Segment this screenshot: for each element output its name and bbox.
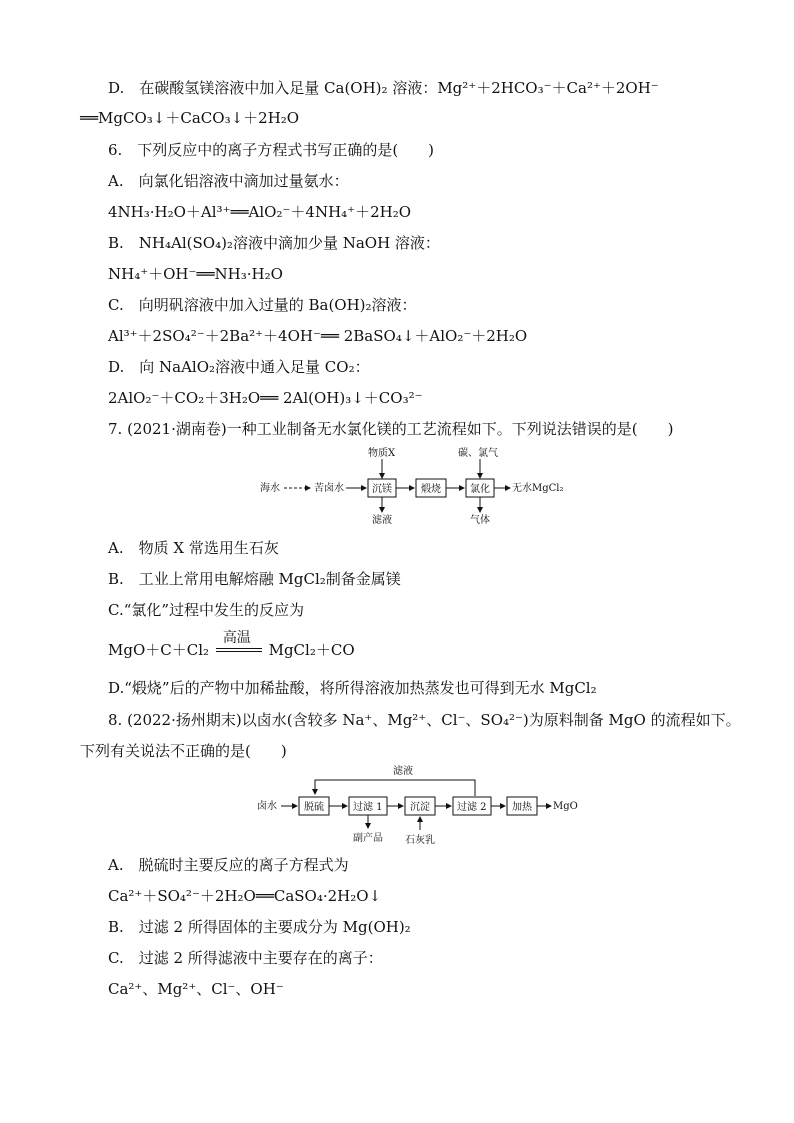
label-lime-milk: 石灰乳 [405, 835, 435, 846]
label-carbon-chlorine: 碳、氯气 [458, 448, 498, 459]
q6-option-d-equation: 2AlO₂⁻＋CO₂＋3H₂O══ 2Al(OH)₃↓＋CO₃²⁻ [108, 389, 423, 407]
q8-option-b: B. 过滤 2 所得固体的主要成分为 Mg(OH)₂ [108, 918, 411, 936]
flowchart-mgo-from-brine [255, 764, 578, 848]
node-precipitate-mg: 沉镁 [372, 484, 392, 495]
question-6-stem: 6. 下列反应中的离子方程式书写正确的是( ) [108, 141, 435, 159]
node-precipitate: 沉淀 [410, 802, 430, 813]
equation-reactants: MgO＋C＋Cl₂ [108, 641, 210, 659]
q6-option-c-equation: Al³⁺＋2SO₄²⁻＋2Ba²⁺＋4OH⁻══ 2BaSO₄↓＋AlO₂⁻＋2H₂O [108, 327, 528, 345]
q7-option-a: A. 物质 X 常选用生石灰 [108, 539, 279, 557]
equation-arrow [216, 628, 262, 660]
node-brine: 卤水 [257, 801, 277, 812]
equation-double-line [216, 648, 262, 652]
q7-option-c: C.“氯化”过程中发生的反应为 [108, 601, 305, 619]
flowchart-anhydrous-mgcl2 [258, 444, 578, 526]
q8-option-c: C. 过滤 2 所得滤液中主要存在的离子： [108, 949, 383, 967]
node-chlorinate: 氯化 [470, 484, 490, 495]
node-product-mgo: MgO [553, 801, 578, 812]
node-filter2: 过滤 2 [457, 802, 487, 813]
line-option-d-q5: D. 在碳酸氢镁溶液中加入足量 Ca(OH)₂ 溶液：Mg²⁺＋2HCO₃⁻＋Ca²⁺＋2OH⁻ [108, 79, 659, 97]
q6-option-d: D. 向 NaAlO₂溶液中通入足量 CO₂： [108, 358, 370, 376]
q7-option-b: B. 工业上常用电解熔融 MgCl₂制备金属镁 [108, 570, 401, 588]
q6-option-c: C. 向明矾溶液中加入过量的 Ba(OH)₂溶液： [108, 296, 417, 314]
q8-option-a: A. 脱硫时主要反应的离子方程式为 [108, 856, 349, 874]
q7-option-c-equation [108, 628, 355, 662]
node-filter1: 过滤 1 [353, 802, 383, 813]
label-filtrate-1: 滤液 [372, 515, 392, 526]
q8-option-a-equation: Ca²⁺＋SO₄²⁻＋2H₂O══CaSO₄·2H₂O↓ [108, 887, 382, 905]
node-calcine: 煅烧 [421, 484, 441, 495]
q6-option-b-equation: NH₄⁺＋OH⁻══NH₃·H₂O [108, 265, 283, 283]
question-7-stem: 7. (2021·湖南卷)一种工业制备无水氯化镁的工艺流程如下。下列说法错误的是( ) [108, 420, 674, 438]
label-filtrate-recycle: 滤液 [393, 766, 413, 777]
node-desulfurize: 脱硫 [304, 802, 324, 813]
question-8-stem: 8. (2022·扬州期末)以卤水(含较多 Na⁺、Mg²⁺、Cl⁻、SO₄²⁻)为原料制备 MgO 的流程如下。 [108, 711, 741, 729]
node-product-mgcl2: 无水MgCl₂ [512, 483, 564, 494]
node-bittern: 苦卤水 [314, 483, 344, 494]
line-equation-d-q5: ══MgCO₃↓＋CaCO₃↓＋2H₂O [80, 109, 300, 127]
question-8-stem-cont: 下列有关说法不正确的是( ) [80, 742, 287, 760]
q6-option-a: A. 向氯化铝溶液中滴加过量氨水： [108, 172, 349, 190]
label-byproduct: 副产品 [353, 833, 383, 844]
equation-condition: 高温 [222, 630, 251, 646]
q6-option-a-equation: 4NH₃·H₂O＋Al³⁺══AlO₂⁻＋4NH₄⁺＋2H₂O [108, 203, 412, 221]
label-substance-x: 物质X [368, 448, 396, 459]
q8-option-c-ions: Ca²⁺、Mg²⁺、Cl⁻、OH⁻ [108, 980, 284, 998]
node-seawater: 海水 [260, 483, 280, 494]
q6-option-b: B. NH₄Al(SO₄)₂溶液中滴加少量 NaOH 溶液： [108, 234, 440, 252]
equation-products: MgCl₂＋CO [268, 641, 355, 659]
label-gas: 气体 [470, 515, 490, 526]
node-heat: 加热 [512, 802, 532, 813]
q7-option-d: D.“煅烧”后的产物中加稀盐酸，将所得溶液加热蒸发也可得到无水 MgCl₂ [108, 679, 597, 697]
